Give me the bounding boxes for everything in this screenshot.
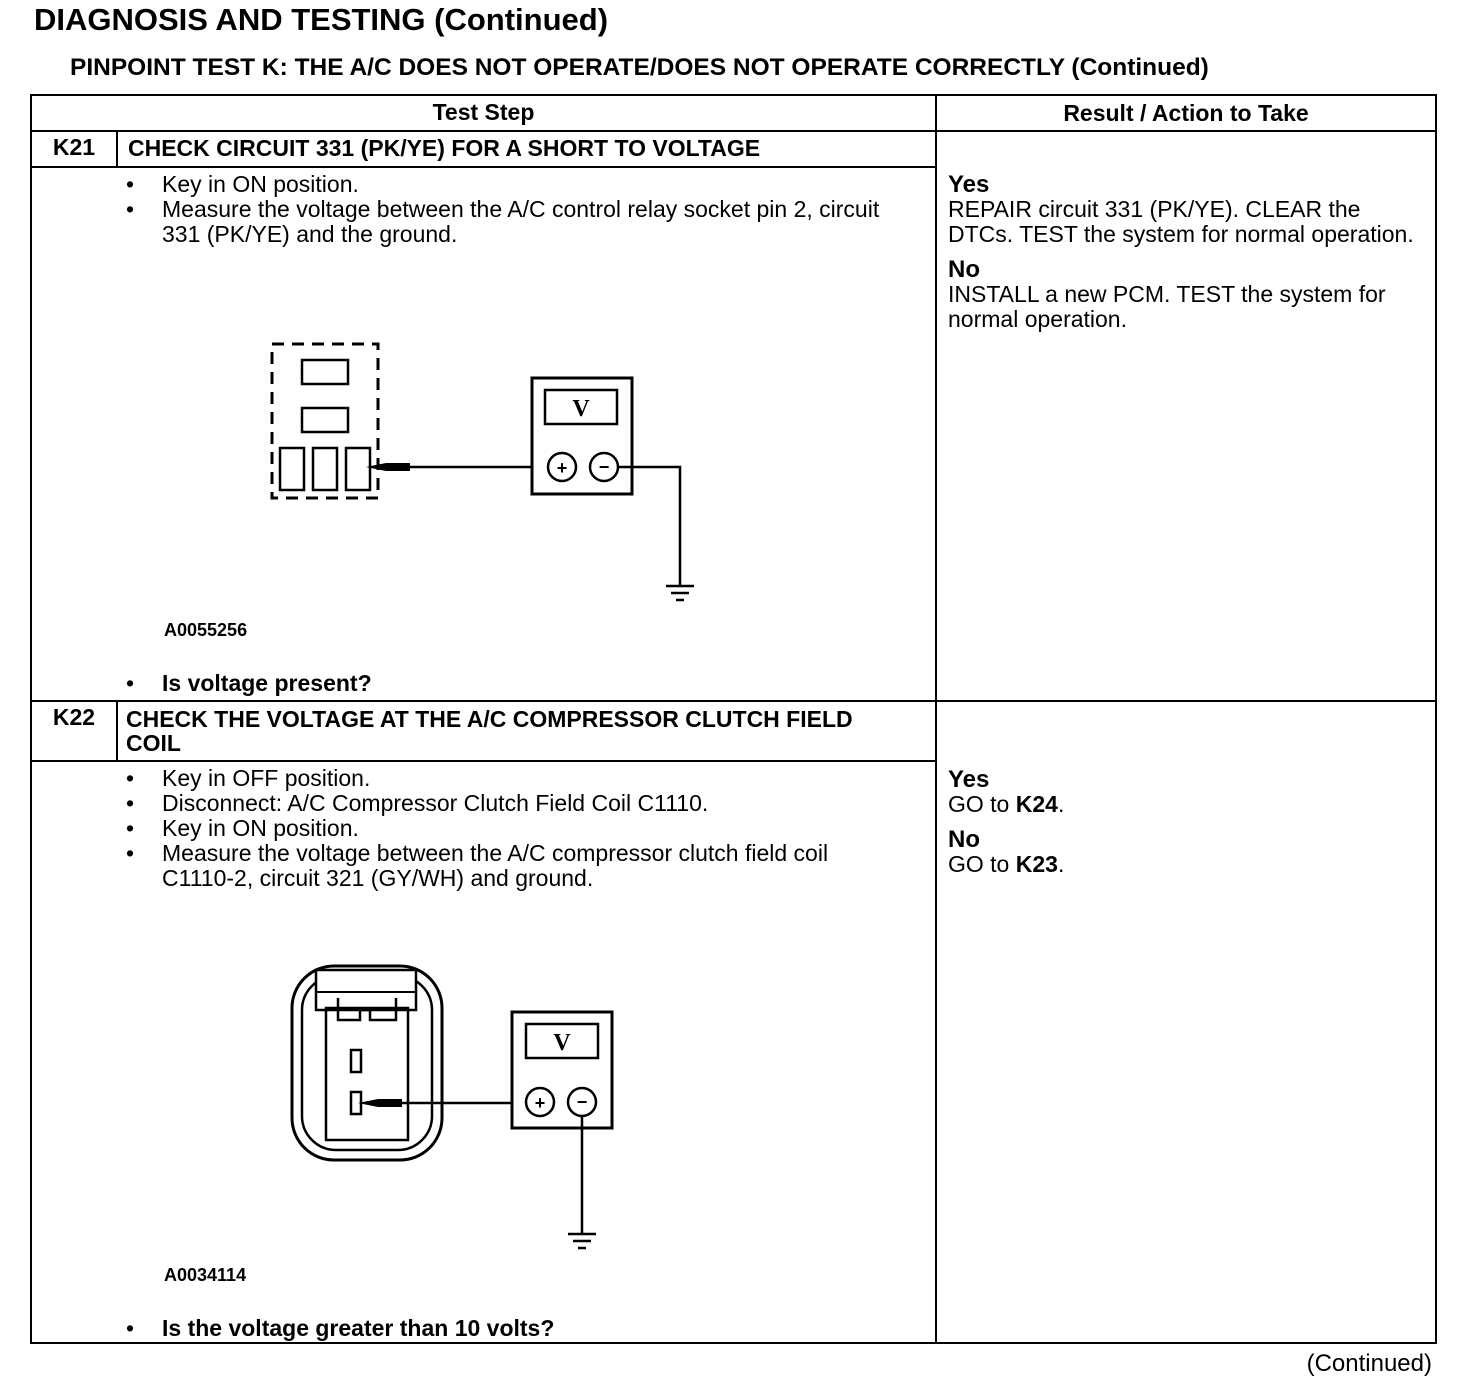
list-item: • Disconnect: A/C Compressor Clutch Field Coil C1110. — [126, 791, 906, 816]
k22-results — [948, 767, 1426, 887]
result-action-yes: REPAIR circuit 331 (PK/YE). CLEAR the DTCs. TEST the system for normal operation. — [948, 196, 1414, 247]
k22-connector-diagram — [286, 962, 686, 1262]
svg-text:+: + — [556, 458, 568, 478]
column-header-test-step: Test Step — [432, 99, 535, 125]
step-title-k22: CHECK THE VOLTAGE AT THE A/C COMPRESSOR CLUTCH FIELD COIL — [126, 706, 853, 756]
connector-lock-tab — [316, 970, 416, 1010]
socket-terminal — [302, 408, 348, 432]
svg-text:+: + — [534, 1093, 546, 1113]
voltmeter-symbol: V — [572, 396, 590, 422]
k22-id-divider — [116, 700, 118, 762]
ground-symbol-icon — [568, 1234, 596, 1248]
result-label-yes: Yes — [948, 171, 990, 198]
k22-figure-id: A0034114 — [164, 1265, 247, 1285]
k21-id-divider — [116, 130, 118, 168]
result-label-no: No — [948, 826, 980, 853]
list-item: • Key in ON position. — [126, 172, 906, 197]
k21-figure-id: A0055256 — [164, 620, 248, 640]
result-action-no: GO to K23. — [948, 851, 1065, 877]
socket-terminal-pin-2 — [346, 448, 370, 490]
k21-relay-socket-diagram — [262, 336, 732, 606]
k22-title-divider — [32, 760, 935, 762]
k21-results — [948, 172, 1426, 342]
step-link-k24[interactable]: K24 — [1015, 791, 1058, 817]
connector-terminal-1 — [351, 1050, 361, 1072]
result-label-no: No — [948, 256, 980, 283]
list-item: • Key in ON position. — [126, 816, 906, 841]
list-item: • Key in OFF position. — [126, 766, 906, 791]
socket-terminal — [280, 448, 304, 490]
list-item: • Measure the voltage between the A/C control relay socket pin 2, circuit 331 (PK/YE) and the ground. — [126, 197, 906, 247]
test-probe — [366, 463, 410, 471]
step-link-k23[interactable]: K23 — [1015, 851, 1058, 877]
test-probe — [358, 1099, 402, 1107]
page-title: DIAGNOSIS AND TESTING (Continued) — [34, 2, 609, 37]
ground-symbol-icon — [666, 586, 694, 600]
step-id-k22: K22 — [52, 704, 96, 730]
column-header-result: Result / Action to Take — [1063, 100, 1309, 126]
svg-text:−: − — [576, 1092, 588, 1112]
socket-terminal — [313, 448, 337, 490]
connector-cavity — [326, 1008, 408, 1140]
step-id-k21: K21 — [52, 134, 96, 160]
result-action-no: INSTALL a new PCM. TEST the system for normal operation. — [948, 281, 1386, 332]
continued-label: (Continued) — [1306, 1350, 1432, 1377]
k21-instructions — [126, 172, 906, 247]
column-divider — [935, 96, 937, 1342]
step-divider — [32, 700, 1435, 702]
svg-text:−: − — [598, 457, 610, 477]
pinpoint-test-table — [30, 94, 1437, 1344]
voltmeter-symbol: V — [553, 1030, 571, 1056]
relay-socket-outline — [272, 344, 378, 498]
list-item: • Measure the voltage between the A/C compressor clutch field coil C1110-2, circuit 321 (GY/WH) and ground. — [126, 841, 906, 891]
pinpoint-test-title: PINPOINT TEST K: THE A/C DOES NOT OPERATE/DOES NOT OPERATE CORRECTLY (Continued) — [70, 54, 1209, 81]
result-action-yes: GO to K24. — [948, 791, 1065, 817]
result-label-yes: Yes — [948, 766, 990, 793]
k21-title-divider — [32, 166, 935, 168]
socket-terminal — [302, 360, 348, 384]
k22-instructions — [126, 766, 906, 891]
k22-question: • Is the voltage greater than 10 volts? — [126, 1315, 554, 1342]
step-title-k21: CHECK CIRCUIT 331 (PK/YE) FOR A SHORT TO VOLTAGE — [128, 135, 761, 161]
k21-question: • Is voltage present? — [126, 670, 372, 697]
header-divider — [32, 130, 1435, 132]
